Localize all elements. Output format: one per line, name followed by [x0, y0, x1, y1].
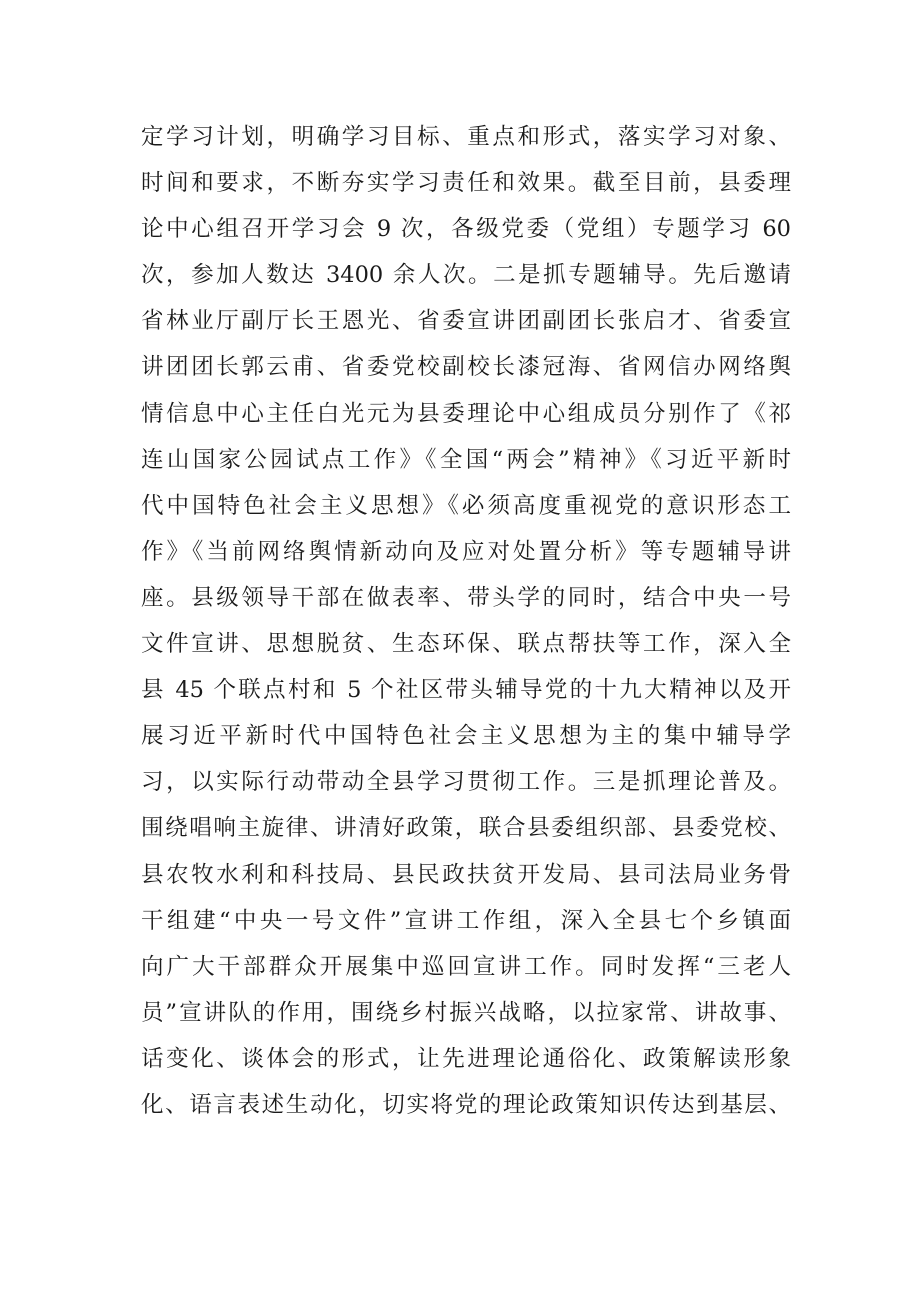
- text-line: 省林业厅副厅长王恩光、省委宣讲团副团长张启才、省委宣: [141, 308, 791, 335]
- text-line: 话变化、谈体会的形式，让先进理论通俗化、政策解读形象: [141, 1045, 791, 1072]
- text-line: 文件宣讲、思想脱贫、生态环保、联点帮扶等工作，深入全: [141, 631, 791, 658]
- text-line: 县 45 个联点村和 5 个社区带头辅导党的十九大精神以及开: [141, 677, 791, 704]
- body-paragraph: [141, 114, 791, 1128]
- text-line: 情信息中心主任白光元为县委理论中心组成员分别作了《祁: [141, 400, 791, 427]
- text-line: 围绕唱响主旋律、讲清好政策，联合县委组织部、县委党校、: [141, 815, 791, 842]
- text-line: 干组建“中央一号文件”宣讲工作组，深入全县七个乡镇面: [141, 907, 791, 934]
- text-line: 展习近平新时代中国特色社会主义思想为主的集中辅导学: [141, 723, 791, 750]
- text-line: 论中心组召开学习会 9 次，各级党委（党组）专题学习 60: [141, 216, 791, 243]
- text-line: 化、语言表述生动化，切实将党的理论政策知识传达到基层、: [141, 1091, 791, 1118]
- text-line: 讲团团长郭云甫、省委党校副校长漆冠海、省网信办网络舆: [141, 354, 791, 381]
- text-line: 向广大干部群众开展集中巡回宣讲工作。同时发挥“三老人: [141, 953, 791, 980]
- text-line: 习，以实际行动带动全县学习贯彻工作。三是抓理论普及。: [141, 769, 791, 796]
- text-line: 座。县级领导干部在做表率、带头学的同时，结合中央一号: [141, 584, 791, 611]
- text-line: 员”宣讲队的作用，围绕乡村振兴战略，以拉家常、讲故事、: [141, 999, 791, 1026]
- text-line: 次，参加人数达 3400 余人次。二是抓专题辅导。先后邀请: [141, 262, 791, 289]
- text-line: 时间和要求，不断夯实学习责任和效果。截至目前，县委理: [141, 170, 791, 197]
- text-line: 代中国特色社会主义思想》《必须高度重视党的意识形态工: [141, 492, 791, 519]
- text-line: 县农牧水利和科技局、县民政扶贫开发局、县司法局业务骨: [141, 861, 791, 888]
- text-line: 连山国家公园试点工作》《全国“两会”精神》《习近平新时: [141, 446, 791, 473]
- text-line: 作》《当前网络舆情新动向及应对处置分析》等专题辅导讲: [141, 538, 791, 565]
- text-line: 定学习计划，明确学习目标、重点和形式，落实学习对象、: [141, 124, 791, 150]
